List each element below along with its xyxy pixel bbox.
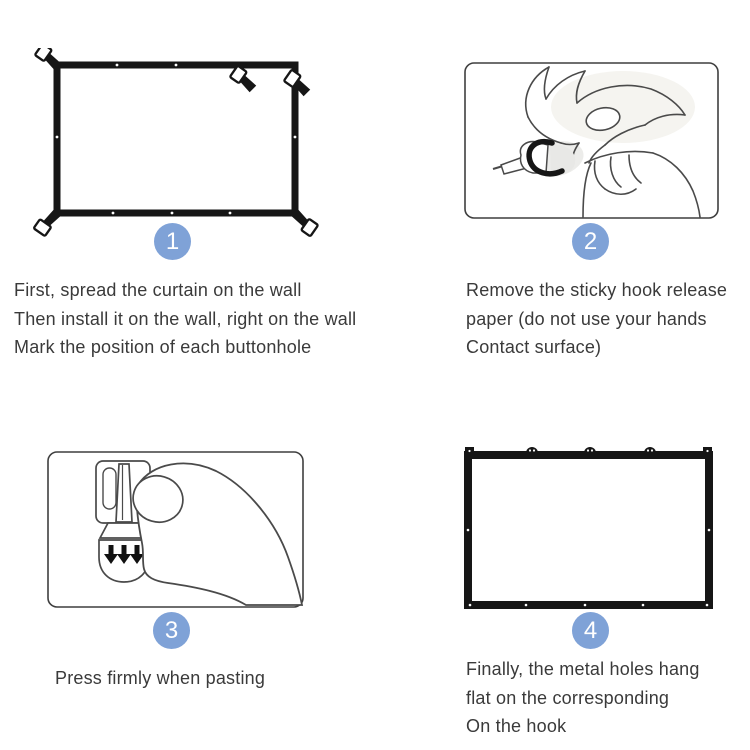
caption-line: On the hook: [466, 716, 567, 736]
step-3-number-badge: 3: [153, 612, 190, 649]
press-hook-icon: [40, 445, 310, 615]
caption-line: First, spread the curtain on the wall: [14, 280, 302, 300]
peel-release-paper-icon: [455, 55, 730, 230]
press-down-arrows-icon: [104, 545, 144, 564]
step-1-number-badge: 1: [154, 223, 191, 260]
caption-line: Mark the position of each buttonhole: [14, 337, 312, 357]
step-2-caption: [466, 276, 727, 362]
step-2-number-badge: 2: [572, 223, 609, 260]
caption-line: Contact surface): [466, 337, 602, 357]
step-4-caption: [466, 655, 700, 741]
screen-frame-icon: [20, 48, 330, 243]
caption-line: flat on the corresponding: [466, 687, 670, 708]
step-4-number-badge: 4: [572, 612, 609, 649]
step-1-caption: [14, 276, 356, 362]
caption-line: Press firmly when pasting: [55, 668, 266, 688]
caption-line: Then install it on the wall, right on the wall: [14, 308, 357, 329]
step-4-illustration: [455, 440, 725, 620]
step-2-illustration: [455, 55, 730, 230]
caption-line: paper (do not use your hands: [466, 308, 707, 329]
hanging-screen-icon: [455, 440, 725, 620]
step-3-illustration: [40, 445, 310, 615]
caption-line: Finally, the metal holes hang: [466, 659, 700, 679]
caption-line: Remove the sticky hook release: [466, 280, 728, 300]
step-3-caption: [55, 664, 265, 693]
step-1-illustration: [20, 48, 330, 243]
